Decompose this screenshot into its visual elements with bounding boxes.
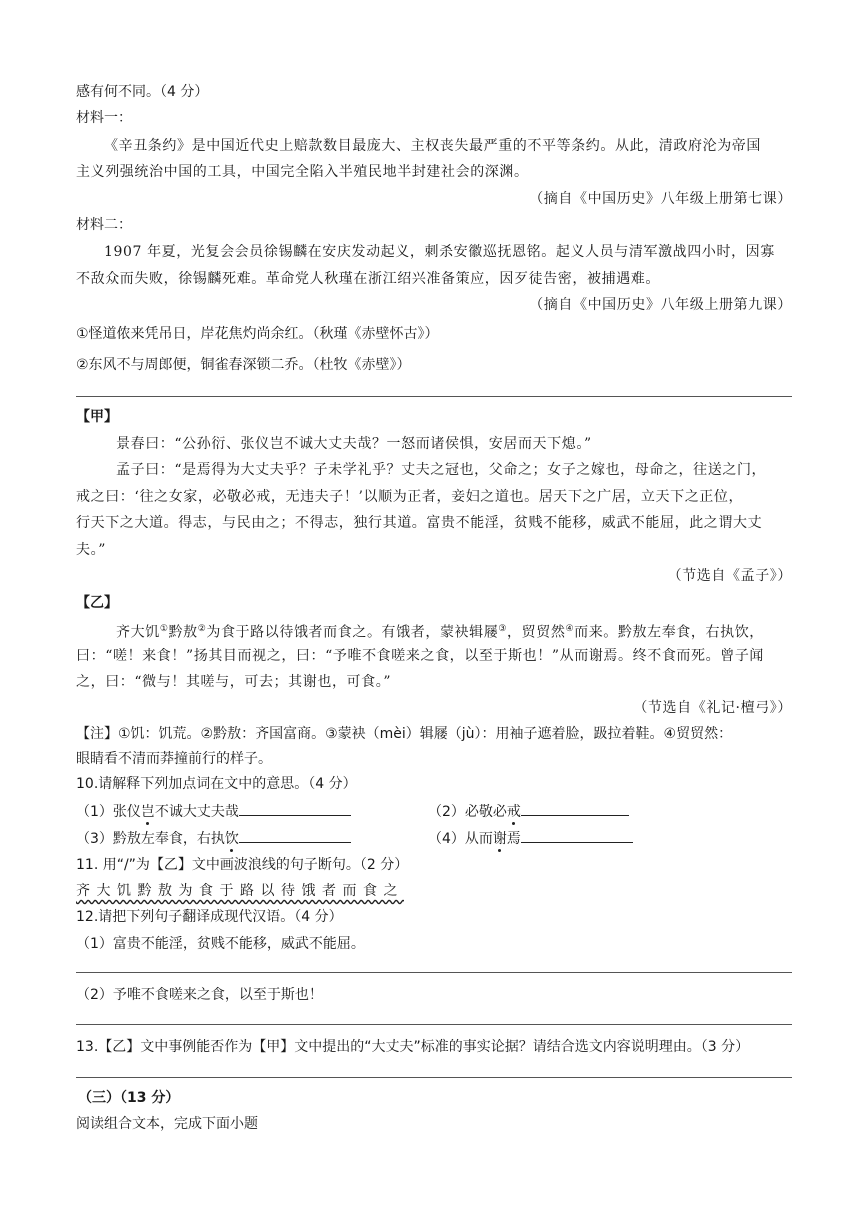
material-one-line: 主义列强统治中国的工具，中国完全陷入半殖民地半封建社会的深渊。 [76, 164, 529, 180]
yi-text: ，贸贸然 [507, 624, 566, 641]
q10-text: （3）黔敖左奉食，右执 [76, 831, 225, 847]
passage-jia-source: （节选自《孟子》） [667, 568, 792, 584]
material-two-line: 不敌众而失败，徐锡麟死难。革命党人秋瑾在浙江绍兴准备策应，因歹徒告密，被捕遇难。 [76, 271, 660, 287]
q10-item-4 [428, 828, 633, 849]
q10-text: 不诚大丈夫哉 [154, 804, 239, 820]
passage-yi-source: （节选自《礼记·檀弓》） [633, 700, 792, 716]
q11-sentence [76, 881, 404, 901]
passage-jia-line: 戒之曰：‘往之女家，必敬必戒，无违夫子！’以顺为正者，妾妇之道也。居天下之广居，立天下之正位， [76, 489, 744, 505]
wavy-underlined-sentence: 齐大饥黔敖为食于路以待饿者而食之 [76, 883, 404, 899]
passage-yi-line [116, 619, 764, 643]
q10-item-3 [76, 828, 351, 849]
yi-text: 黔敖 [168, 624, 198, 641]
poem-line: ①怪道侬来凭吊日，岸花焦灼尚余红。（秋瑾《赤壁怀古》） [76, 326, 439, 342]
answer-blank[interactable] [239, 801, 351, 816]
answer-blank[interactable] [521, 828, 633, 843]
answer-blank[interactable] [521, 801, 629, 816]
q10-text: （4）从而 [428, 831, 493, 847]
q12-sentence-1: （1）富贵不能淫，贫贱不能移，威武不能屈。 [76, 936, 365, 952]
passage-yi-line: 曰：“嗟！来食！”扬其目而视之，曰：“予唯不食嗟来之食，以至于斯也！”从而谢焉。终不食而死。曾子闻 [76, 648, 765, 664]
q12-sentence-2: （2）予唯不食嗟来之食，以至于斯也！ [76, 987, 323, 1003]
section-3-intro: 阅读组合文本，完成下面小题 [76, 1116, 258, 1132]
annotation-line: 【注】①饥：饥荒。②黔敖：齐国富商。③蒙袂（mèi）辑屦（jù）：用袖子遮着脸，趿拉着鞋。④贸贸然： [76, 726, 733, 742]
answer-line[interactable] [76, 972, 792, 973]
question-tail: 感有何不同。（4 分） [76, 84, 209, 100]
dotted-word: 戒 [506, 804, 521, 820]
passage-jia-heading: 【甲】 [76, 409, 118, 425]
passage-yi-heading: 【乙】 [76, 595, 118, 611]
passage-jia-line: 景春曰：“公孙衍、张仪岂不诚大丈夫哉？一怒而诸侯惧，安居而天下熄。” [116, 436, 592, 452]
material-two-source: （摘自《中国历史》八年级上册第九课） [529, 297, 792, 313]
q10-item-1 [76, 801, 351, 822]
footnote-marker: ④ [565, 624, 575, 634]
q10-text: 焉 [506, 831, 521, 847]
q10-text: （2）必敬必 [428, 804, 507, 820]
footnote-marker: ② [197, 624, 207, 634]
q10-item-2 [428, 801, 629, 822]
yi-text: 而来。黔敖左奉食，右执饮， [574, 624, 764, 641]
footnote-marker: ① [159, 624, 169, 634]
question-13-stem: 13.【乙】文中事例能否作为【甲】文中提出的“大丈夫”标准的事实论据？请结合选文内容说明理由。（3 分） [76, 1039, 750, 1055]
passage-jia-line: 孟子曰：“是焉得为大丈夫乎？子未学礼乎？丈夫之冠也，父命之；女子之嫁也，母命之，往送之门， [116, 462, 767, 478]
passage-jia-line: 夫。” [76, 542, 106, 558]
answer-line[interactable] [76, 1077, 792, 1078]
material-two-line: 1907 年夏，光复会会员徐锡麟在安庆发动起义，刺杀安徽巡抚恩铭。起义人员与清军激战四小时，因寡 [104, 244, 775, 260]
material-one-line: 《辛丑条约》是中国近代史上赔款数目最庞大、主权丧失最严重的不平等条约。从此，清政府沦为帝国 [104, 138, 761, 154]
q10-text: （1）张仪 [76, 804, 141, 820]
dotted-word: 谢 [492, 831, 507, 847]
dotted-word: 岂 [140, 804, 155, 820]
question-11-stem: 11. 用“/”为【乙】文中画波浪线的句子断句。（2 分） [76, 857, 409, 873]
material-one-title: 材料一： [76, 110, 132, 126]
passage-yi-line: 之，曰：“微与！其嗟与，可去；其谢也，可食。” [76, 674, 392, 690]
question-12-stem: 12.请把下列句子翻译成现代汉语。（4 分） [76, 909, 343, 925]
footnote-marker: ③ [498, 624, 508, 634]
poem-line: ②东风不与周郎便，铜雀春深锁二乔。（杜牧《赤壁》） [76, 357, 411, 373]
material-two-title: 材料二： [76, 217, 132, 233]
question-10-stem: 10.请解释下列加点词在文中的意思。（4 分） [76, 776, 357, 792]
yi-text: 为食于路以待饿者而食之。有饿者，蒙袂辑屦 [206, 624, 499, 641]
answer-line[interactable] [76, 1024, 792, 1025]
section-3-title: （三）（13 分） [78, 1090, 180, 1106]
material-one-source: （摘自《中国历史》八年级上册第七课） [529, 191, 792, 207]
passage-jia-line: 行天下之大道。得志，与民由之；不得志，独行其道。富贵不能淫，贫贱不能移，威武不能屈，此之谓大丈 [76, 515, 763, 531]
answer-blank[interactable] [239, 828, 351, 843]
annotation-line: 眼睛看不清而莽撞前行的样子。 [76, 751, 272, 767]
yi-text: 齐大饥 [116, 624, 160, 641]
section-divider [76, 396, 792, 397]
dotted-word: 饮 [224, 831, 239, 847]
